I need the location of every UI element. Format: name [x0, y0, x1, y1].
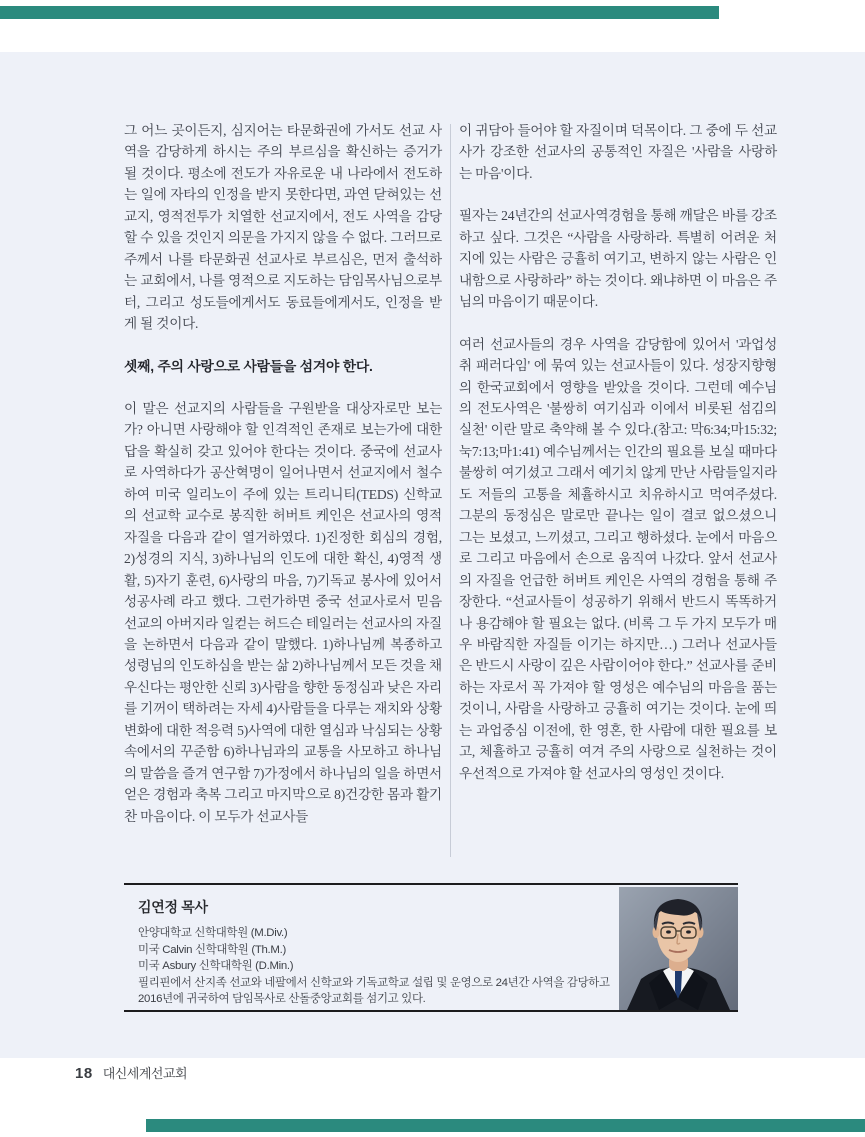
left-paragraph-1: 그 어느 곳이든지, 심지어는 타문화권에 가서도 선교 사역을 감당하게 하시는 주의 부르심을 확신하는 증거가 될 것이다. 평소에 전도가 자유로운 내 나라에서 전도하는 일에 자타의 인정을 받지 못한다면, 과연 닫혀있는 선교지, 영적전투가 치열한 선교지에서, 전도 사역을 감당할 수 있을 것인지 의문을 가지지 않을 수 없다. 그러므로 주께서 나를 타문화권 선교사로 부르심은, 먼저 출석하는 교회에서, 나를 영적으로 지도하는 담임목사님으로부터, 그리고 성도들에게서도 동료들에게서도, 인정을 받게 될 것이다.: [124, 123, 442, 332]
article-left-column: [124, 120, 442, 848]
author-photo: [619, 887, 738, 1010]
right-paragraph-2: 필자는 24년간의 선교사역경험을 통해 깨달은 바를 강조하고 싶다. 그것은 “사람을 사랑하라. 특별히 어려운 처지에 있는 사람은 긍휼히 여기고, 변하지 않는 사람은 인내함으로 사랑하라” 하는 것이다. 왜냐하면 이 마음은 주님의 마음이기 때문이다.: [459, 208, 777, 310]
author-name: 김연정 목사: [138, 899, 208, 915]
author-credential-line: 미국 Calvin 신학대학원 (Th.M.): [138, 943, 286, 956]
section-heading-third-point: 셋째, 주의 사랑으로 사람들을 섬겨야 한다.: [124, 358, 373, 374]
left-paragraph-2: 이 말은 선교지의 사람들을 구원받을 대상자로만 보는가? 아니면 사랑해야 할 인격적인 존재로 보는가에 대한 답을 확실히 갖고 있어야 한다는 것이다. 중국에 선교사로 사역하다가 공산혁명이 일어나면서 선교지에서 철수하여 미국 일리노이 주에 있는 트리니티(TEDS) 신학교의 선교학 교수로 봉직한 허버트 케인은 선교사의 영적자질을 다음과 같이 열거하였다. 1)진정한 회심의 경험, 2)성경의 지식, 3)하나님의 인도에 대한 확신, 4)영적 생활, 5)자기 훈련, 6)사랑의 마음, 7)기독교 봉사에 있어서 성공사례 라고 했다. 그런가하면 중국 선교사로서 믿음 선교의 아버지라 일컫는 허드슨 테일러는 선교사의 자질을 논하면서 다음과 같이 말했다. 1)하나님께 복종하고 성령님의 인도하심을 받는 삶 2)하나님께서 모든 것을 채우신다는 평안한 신뢰 3)사람을 향한 동정심과 낮은 자리를 기꺼이 택하려는 자세 4)사람들을 다루는 재치와 상황변화에 대한 적응력 5)사역에 대한 열심과 낙심되는 상황속에서의 꾸준함 6)하나님과의 교통을 사모하고 하나님의 말씀을 즐겨 연구함 7)가정에서 하나님의 일을 하면서 얻은 경험과 축복 그리고 마지막으로 8)건강한 몸과 활기찬 마음이다. 이 모두가 선교사들: [124, 400, 442, 824]
publication-name: 대신세계선교회: [102, 1066, 188, 1081]
author-credential-line: 안양대학교 신학대학원 (M.Div.): [138, 927, 288, 939]
right-paragraph-1: 이 귀담아 들어야 할 자질이며 덕목이다. 그 중에 두 선교사가 강조한 선교사의 공통적인 자질은 '사람을 사랑하는 마음'이다.: [459, 123, 777, 181]
author-credentials-list: [138, 925, 608, 1008]
page-footer: [75, 1063, 187, 1082]
top-accent-bar: [0, 6, 719, 19]
article-panel: [0, 52, 865, 1058]
article-right-column: [459, 120, 777, 805]
author-bio-box: [124, 883, 738, 1012]
column-divider-rule: [450, 124, 451, 857]
bottom-accent-bar: [146, 1119, 865, 1132]
author-credential-line: 필리핀에서 산지족 선교와 네팔에서 신학교와 기독교학교 설립 및 운영으로 24년간 사역을 감당하고: [138, 976, 610, 989]
author-credential-line: 2016년에 귀국하여 담임목사로 산돌중앙교회를 섬기고 있다.: [138, 993, 426, 1006]
right-paragraph-3: 여러 선교사들의 경우 사역을 감당함에 있어서 '과업성취 패러다임' 에 묶여 있는 선교사들이 있다. 성장지향형의 한국교회에서 영향을 받았을 것이다. 그런데 예수님의 전도사역은 '불쌍히 여기심과 이에서 비롯된 섬김의 실천' 이란 말로 축약해 볼 수 있다.(참고: 막6:34;마15:32;눅7:13;마1:41) 예수님께서는 인간의 필요를 보실 때마다 불쌍히 여기셨고 그래서 예기치 않게 만난 사람들일지라도 저들의 고통을 체휼하시고 치유하시고 먹여주셨다. 그분의 동정심은 말로만 끝나는 일이 결코 없으셨으니 그는 보셨고, 느끼셨고, 그리고 행하셨다. 눈에서 마음으로 그리고 마음에서 손으로 움직여 나갔다. 앞서 선교사의 자질을 언급한 허버트 케인은 사역의 경험을 통해 주장한다. “선교사들이 성공하기 위해서 반드시 똑똑하거나 용감해야 할 필요는 없다. (비록 그 두 가지 모두가 매우 바람직한 자질들 이기는 하지만…) 그러나 선교사들은 반드시 사랑이 깊은 사람이어야 한다.” 선교사를 준비하는 자로서 꼭 가져야 할 영성은 예수님의 마음을 품는 것이니, 사람을 사랑하고 긍휼히 여기는 것이다. 눈에 띄는 과업중심 이전에, 한 영혼, 한 사람에 대한 필요를 보고, 체휼하고 긍휼히 여겨 주의 사랑으로 실천하는 것이 우선적으로 가져야 할 선교사의 영성인 것이다.: [459, 336, 777, 781]
author-credential-line: 미국 Asbury 신학대학원 (D.Min.): [138, 960, 294, 973]
page-number: 18: [75, 1065, 93, 1082]
